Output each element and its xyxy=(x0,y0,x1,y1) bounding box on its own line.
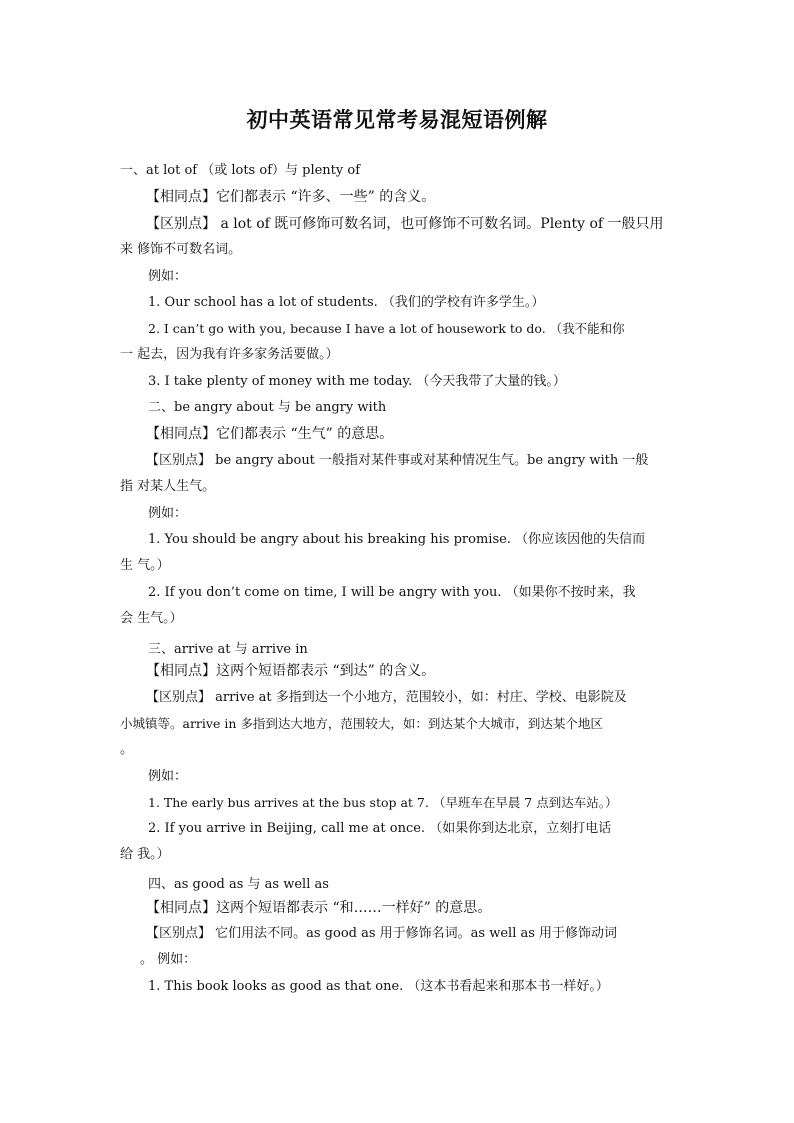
similarity-note-1: 【相同点】它们都表示 “许多、一些” 的含义。 xyxy=(146,189,436,205)
example-label-1: 例如： xyxy=(148,269,188,284)
example-1-3: 3. I take plenty of money with me today. （今天我带了大量的钱。） xyxy=(148,374,566,389)
example-label-3: 例如： xyxy=(148,769,188,784)
example-1-2: 2. I can’t go with you, because I have a lot of housework to do. （我不能和你 xyxy=(148,321,625,336)
difference-note-1-cont: 来 修饰不可数名词。 xyxy=(120,242,242,257)
example-label-4: 。 例如： xyxy=(140,952,197,967)
similarity-note-3: 【相同点】这两个短语都表示 “到达” 的含义。 xyxy=(146,663,436,679)
example-label-2: 例如： xyxy=(148,506,188,521)
difference-note-3-cont: 小城镇等。arrive in 多指到达大地方，范围较大，如：到达某个大城市，到达某个地区 xyxy=(120,716,603,731)
example-1-1: 1. Our school has a lot of students. （我们的学校有许多学生。） xyxy=(148,295,545,310)
example-3-2: 2. If you arrive in Beijing, call me at once. （如果你到达北京，立刻打电话 xyxy=(148,821,612,836)
difference-note-3: 【区别点】 arrive at 多指到达一个小地方，范围较小，如：村庄、学校、电影院及 xyxy=(146,690,627,705)
example-3-1: 1. The early bus arrives at the bus stop at 7. （早班车在早晨 7 点到达车站。） xyxy=(148,795,618,810)
example-2-1: 1. You should be angry about his breaking his promise. （你应该因他的失信而 xyxy=(148,532,646,547)
section-heading-2: 二、be angry about 与 be angry with xyxy=(148,400,387,415)
example-2-2-cont: 会 生气。） xyxy=(120,611,183,626)
example-2-1-cont: 生 气。） xyxy=(120,558,170,573)
page-title: 初中英语常见常考易混短语例解 xyxy=(246,108,548,132)
section-heading-3: 三、arrive at 与 arrive in xyxy=(148,642,308,657)
example-1-2-cont: 一 起去，因为我有许多家务活要做。） xyxy=(120,347,339,362)
example-4-1: 1. This book looks as good as that one. （这本书看起来和那本书一样好。） xyxy=(148,979,609,994)
difference-note-3-end: 。 xyxy=(120,742,134,757)
similarity-note-2: 【相同点】它们都表示 “生气” 的意思。 xyxy=(146,426,394,442)
section-heading-1: 一、at lot of （或 lots of）与 plenty of xyxy=(120,163,361,178)
example-3-2-cont: 给 我。） xyxy=(120,847,170,862)
difference-note-1: 【区别点】 a lot of 既可修饰可数名词，也可修饰不可数名词。Plenty of 一般只用 xyxy=(146,216,664,232)
difference-note-4: 【区别点】 它们用法不同。as good as 用于修饰名词。as well as 用于修饰动词 xyxy=(146,926,618,941)
difference-note-2: 【区别点】 be angry about 一般指对某件事或对某种情况生气。be angry with 一般 xyxy=(146,453,649,468)
section-heading-4: 四、as good as 与 as well as xyxy=(148,877,329,892)
example-2-2: 2. If you don’t come on time, I will be angry with you. （如果你不按时来，我 xyxy=(148,585,636,600)
difference-note-2-cont: 指 对某人生气。 xyxy=(120,479,216,494)
similarity-note-4: 【相同点】这两个短语都表示 “和……一样好” 的意思。 xyxy=(146,900,492,916)
